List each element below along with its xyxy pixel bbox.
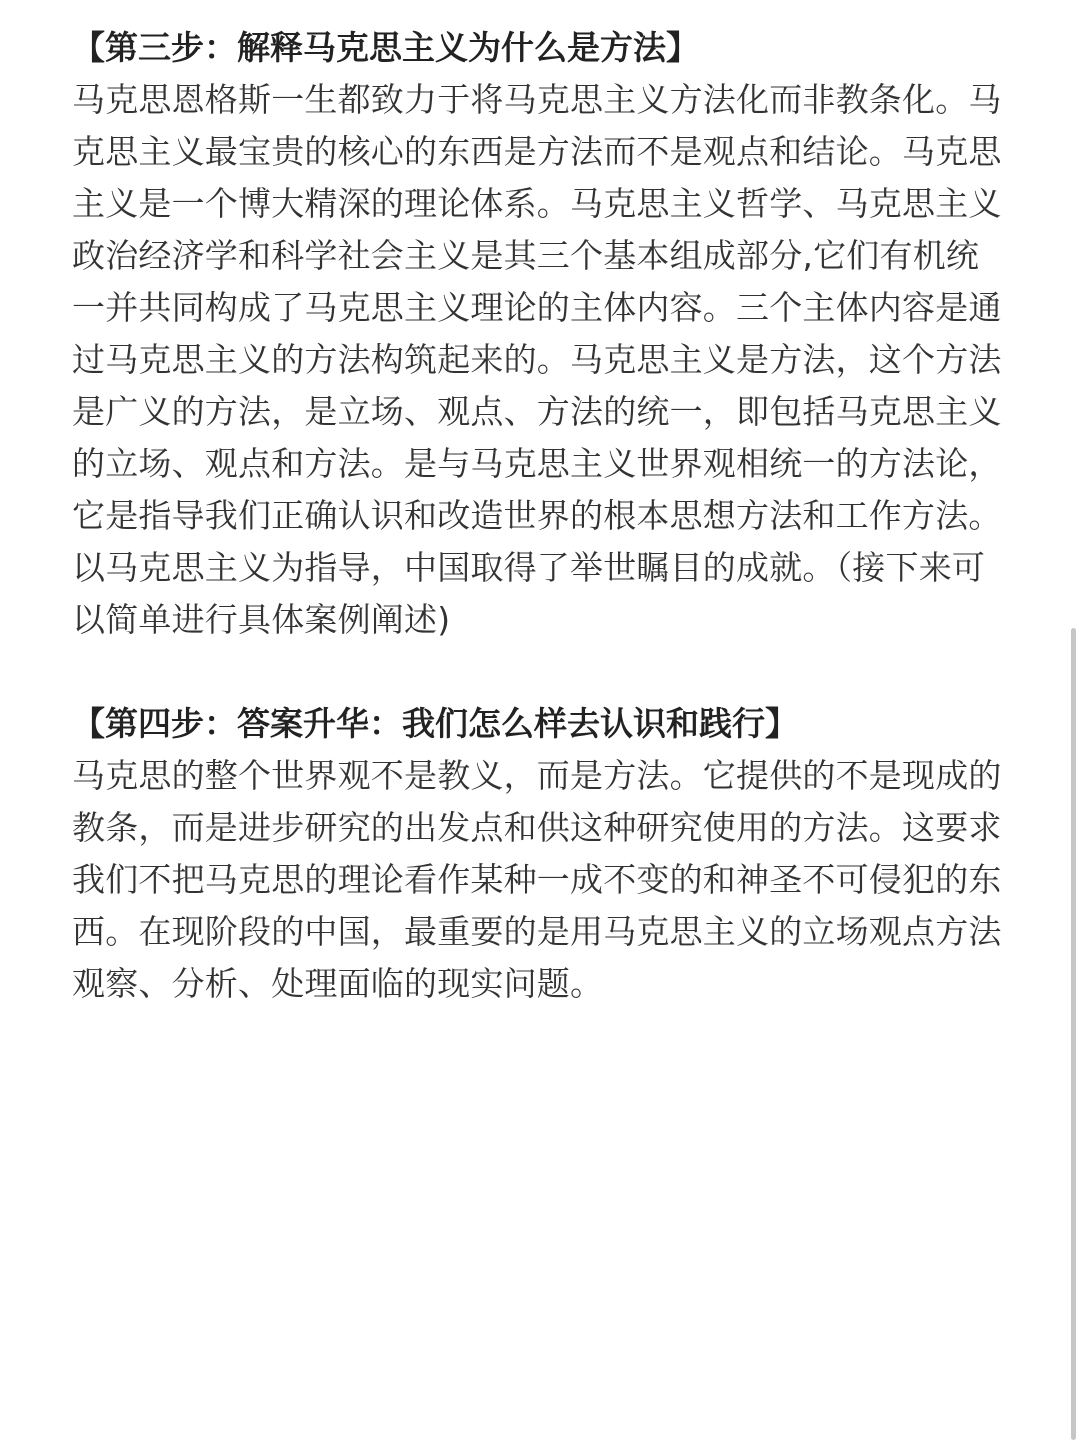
section-paragraph: 马克思的整个世界观不是教义，而是方法。它提供的不是现成的教条，而是进步研究的出发点和供这种研究使用的方法。这要求我们不把马克思的理论看作某种一成不变的和神圣不可侵犯的东西。在现阶段的中国，最重要的是用马克思主义的立场观点方法观察、分析、处理面临的现实问题。 [72, 756, 1002, 1003]
section-step-three [72, 22, 1008, 646]
section-heading: 【第四步：答案升华：我们怎么样去认识和践行】 [72, 704, 798, 743]
section-step-four [72, 698, 1008, 1010]
vertical-scrollbar[interactable] [1071, 628, 1076, 1440]
document-page [72, 22, 1008, 1010]
section-heading: 【第三步：解释马克思主义为什么是方法】 [72, 28, 699, 67]
section-paragraph: 马克思恩格斯一生都致力于将马克思主义方法化而非教条化。马克思主义最宝贵的核心的东西是方法而不是观点和结论。马克思主义是一个博大精深的理论体系。马克思主义哲学、马克思主义政治经济学和科学社会主义是其三个基本组成部分,它们有机统一并共同构成了马克思主义理论的主体内容。三个主体内容是通过马克思主义的方法构筑起来的。马克思主义是方法，这个方法是广义的方法，是立场、观点、方法的统一，即包括马克思主义的立场、观点和方法。是与马克思主义世界观相统一的方法论，它是指导我们正确认识和改造世界的根本思想方法和工作方法。以马克思主义为指导，中国取得了举世瞩目的成就。（接下来可以简单进行具体案例阐述) [72, 80, 1002, 639]
